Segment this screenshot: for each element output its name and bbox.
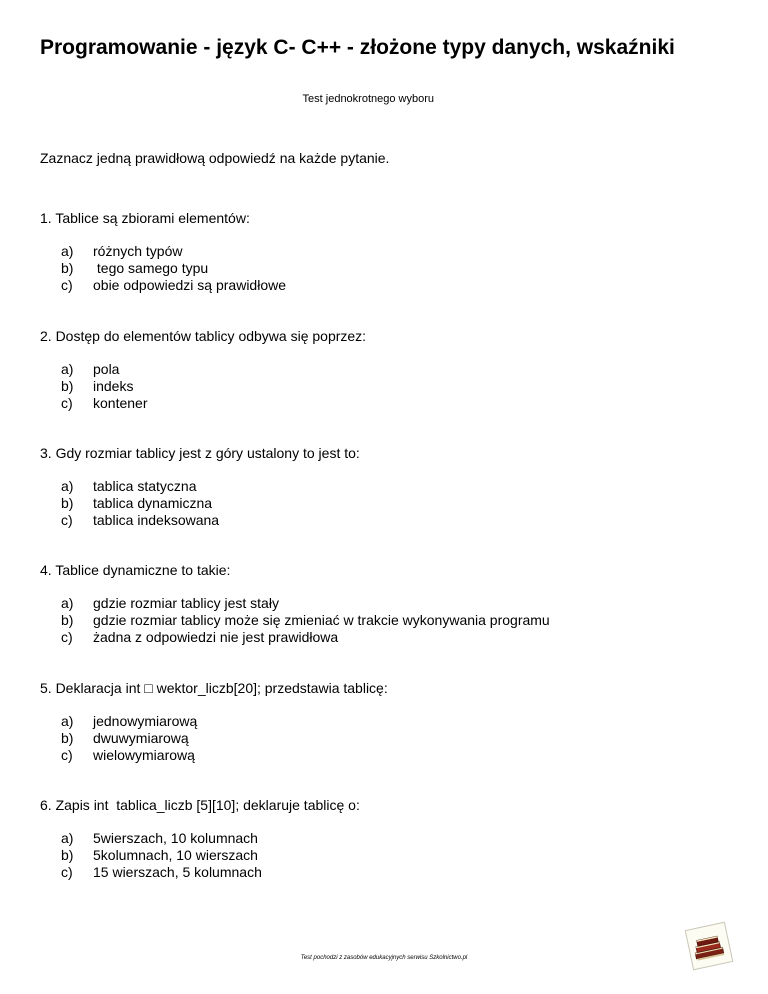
question-text: 5. Deklaracja int □ wektor_liczb[20]; przedstawia tablicę:: [40, 680, 388, 696]
answer-text: tablica indeksowana: [93, 512, 220, 528]
answer-list: [40, 243, 740, 294]
answer-text: pola: [93, 361, 120, 377]
answer-text: obie odpowiedzi są prawidłowe: [93, 277, 287, 293]
question-3: [40, 444, 740, 529]
answer-text: indeks: [93, 378, 134, 394]
answer-letter: b): [61, 378, 74, 394]
answer-text: wielowymiarową: [93, 747, 195, 763]
answer-letter: a): [61, 478, 74, 494]
answer-letter: a): [61, 361, 74, 377]
answer-letter: b): [61, 495, 74, 511]
question-5: [40, 679, 740, 764]
answer-text: 5wierszach, 10 kolumnach: [93, 830, 258, 846]
answer-option-b[interactable]: [40, 612, 740, 629]
answer-letter: b): [61, 847, 74, 863]
answer-text: gdzie rozmiar tablicy jest stały: [93, 595, 279, 611]
question-text: 6. Zapis int tablica_liczb [5][10]; deklaruje tablicę o:: [40, 797, 360, 813]
answer-letter: c): [61, 629, 73, 645]
answer-letter: c): [61, 747, 73, 763]
answer-option-c[interactable]: [40, 864, 740, 881]
answer-letter: b): [61, 260, 74, 276]
answer-letter: c): [61, 864, 73, 880]
answer-text: jednowymiarową: [93, 713, 198, 729]
answer-option-c[interactable]: [40, 629, 740, 646]
answer-text: gdzie rozmiar tablicy może się zmieniać w trakcie wykonywania programu: [93, 612, 550, 628]
answer-text: tablica statyczna: [93, 478, 197, 494]
question-4: [40, 561, 740, 646]
books-icon: [683, 920, 735, 972]
answer-list: [40, 478, 740, 529]
answer-text: 5kolumnach, 10 wierszach: [93, 847, 258, 863]
question-2: [40, 327, 740, 412]
question-1: [40, 209, 740, 294]
answer-option-b[interactable]: [40, 730, 740, 747]
question-6: [40, 796, 740, 881]
answer-option-b[interactable]: [40, 847, 740, 864]
answer-text: dwuwymiarową: [93, 730, 189, 746]
question-text: 2. Dostęp do elementów tablicy odbywa się poprzez:: [40, 328, 367, 344]
answer-text: tego samego typu: [93, 260, 209, 276]
answer-option-a[interactable]: [40, 595, 740, 612]
answer-letter: a): [61, 713, 74, 729]
answer-text: 15 wierszach, 5 kolumnach: [93, 864, 262, 880]
question-text: 4. Tablice dynamiczne to takie:: [40, 562, 231, 578]
answer-list: [40, 361, 740, 412]
answer-option-a[interactable]: [40, 830, 740, 847]
page-title: Programowanie - język C- C++ - złożone typy danych, wskaźniki: [40, 36, 675, 59]
answer-letter: a): [61, 595, 74, 611]
answer-option-b[interactable]: [40, 378, 740, 395]
question-text: 3. Gdy rozmiar tablicy jest z góry ustalony to jest to:: [40, 445, 360, 461]
subtitle-row: [0, 93, 738, 105]
answer-letter: c): [61, 277, 73, 293]
answer-option-a[interactable]: [40, 243, 740, 260]
answer-letter: a): [61, 830, 74, 846]
answer-letter: a): [61, 243, 74, 259]
answer-option-a[interactable]: [40, 361, 740, 378]
answer-list: [40, 595, 740, 646]
answer-option-b[interactable]: [40, 260, 740, 277]
answer-list: [40, 830, 740, 881]
answer-option-c[interactable]: [40, 395, 740, 412]
instruction-text: Zaznacz jedną prawidłową odpowiedź na każde pytanie.: [40, 150, 390, 166]
answer-option-a[interactable]: [40, 713, 740, 730]
answer-letter: c): [61, 512, 73, 528]
answer-option-c[interactable]: [40, 747, 740, 764]
answer-text: tablica dynamiczna: [93, 495, 213, 511]
answer-option-a[interactable]: [40, 478, 740, 495]
answer-letter: b): [61, 730, 74, 746]
question-text: 1. Tablice są zbiorami elementów:: [40, 210, 250, 226]
answer-list: [40, 713, 740, 764]
answer-option-c[interactable]: [40, 512, 740, 529]
answer-text: kontener: [93, 395, 148, 411]
answer-text: żadna z odpowiedzi nie jest prawidłowa: [93, 629, 339, 645]
answer-letter: c): [61, 395, 73, 411]
answer-text: różnych typów: [93, 243, 183, 259]
answer-option-b[interactable]: [40, 495, 740, 512]
answer-letter: b): [61, 612, 74, 628]
page-subtitle: Test jednokrotnego wyboru: [302, 93, 434, 105]
footer-note: Test pochodzi z zasobów edukacyjnych serwisu Szkolnictwo.pl: [300, 955, 468, 961]
answer-option-c[interactable]: [40, 277, 740, 294]
